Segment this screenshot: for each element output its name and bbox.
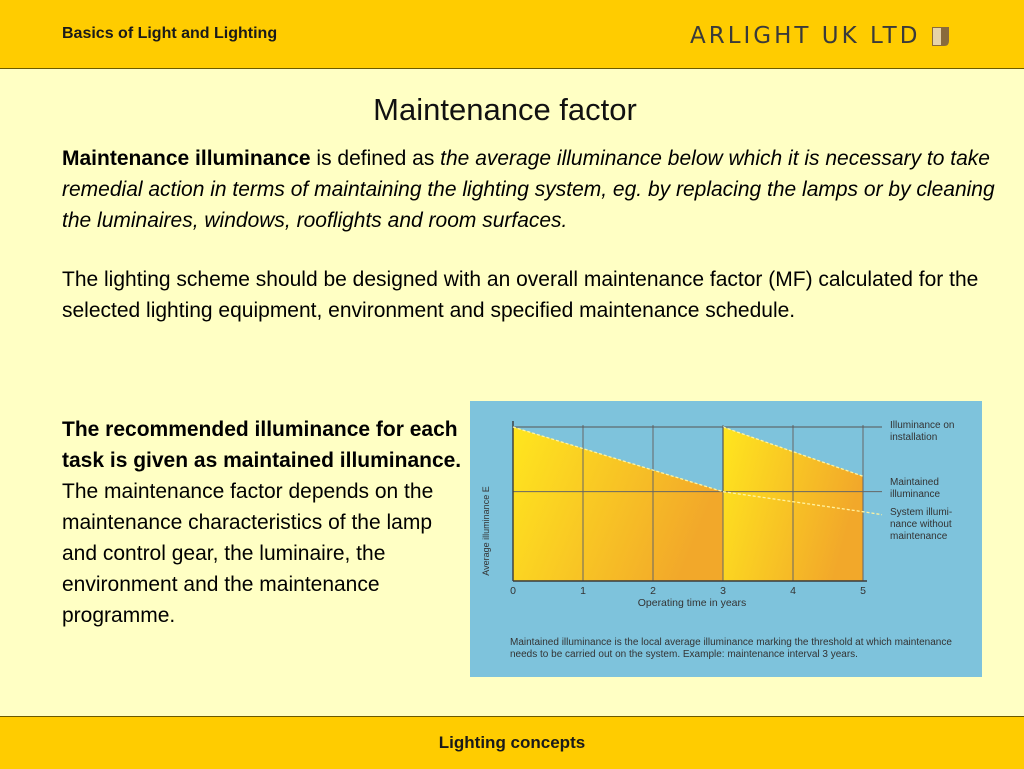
figure-caption: Maintained illuminance is the local average illuminance marking the threshold at which maintenance needs to be carried out on the system. Example: maintenance interval 3 years. xyxy=(510,637,952,660)
legend-without-maintenance xyxy=(890,507,955,542)
x-axis-label: Operating time in years xyxy=(637,597,747,609)
recommendation-paragraph xyxy=(62,414,472,631)
legend-installation xyxy=(890,420,957,443)
legend-installation-line-1: Illuminance on xyxy=(890,420,955,431)
maintenance-chart xyxy=(470,401,982,677)
brand-name: ARLIGHT UK LTD xyxy=(690,23,921,49)
legend-installation-line-2: installation xyxy=(890,432,938,443)
header-bar xyxy=(0,0,1024,69)
recommendation-bold: The recommended illuminance for each task is given as maintained illuminance. xyxy=(62,418,462,472)
legend-without-line-3: maintenance xyxy=(890,531,948,542)
illuminance-area-period-1 xyxy=(513,427,723,581)
x-tick-3: 3 xyxy=(720,585,726,597)
x-tick-2: 2 xyxy=(650,585,656,597)
brand-logo xyxy=(690,22,952,50)
footer-label: Lighting concepts xyxy=(438,733,586,752)
legend-maintained xyxy=(890,477,942,500)
x-tick-1: 1 xyxy=(580,585,586,597)
x-tick-5: 5 xyxy=(860,585,866,597)
slide-title: Maintenance factor xyxy=(373,92,637,127)
definition-text: the average illuminance below which it is necessary to take remedial action in terms of maintaining the lighting system, eg. by replacing the lamps or by cleaning the luminaires, windows, rooflights and room surfaces. xyxy=(62,147,995,232)
legend-without-line-1: System illumi- xyxy=(890,507,953,518)
footer-bar xyxy=(0,716,1024,769)
legend-maintained-line-1: Maintained xyxy=(890,477,939,488)
recommendation-text: The maintenance factor depends on the maintenance characteristics of the lamp and control gear, the luminaire, the environment and the maintenance programme. xyxy=(62,480,434,627)
definition-paragraph xyxy=(62,143,1002,236)
deck-title: Basics of Light and Lighting xyxy=(62,25,278,42)
design-paragraph: The lighting scheme should be designed with an overall maintenance factor (MF) calculated for the selected lighting equipment, environment and specified maintenance schedule. xyxy=(62,268,979,322)
definition-connector: is defined as xyxy=(310,147,441,170)
x-tick-4: 4 xyxy=(790,585,796,597)
y-axis-label: Average illuminance E xyxy=(481,486,491,576)
term-maintenance-illuminance: Maintenance illuminance xyxy=(62,147,311,170)
legend-maintained-line-2: illuminance xyxy=(890,489,941,500)
x-tick-0: 0 xyxy=(510,585,516,597)
maintenance-chart-figure xyxy=(470,401,982,677)
arlight-logo-mark-icon xyxy=(930,24,952,48)
legend-without-line-2: nance without xyxy=(890,519,952,530)
